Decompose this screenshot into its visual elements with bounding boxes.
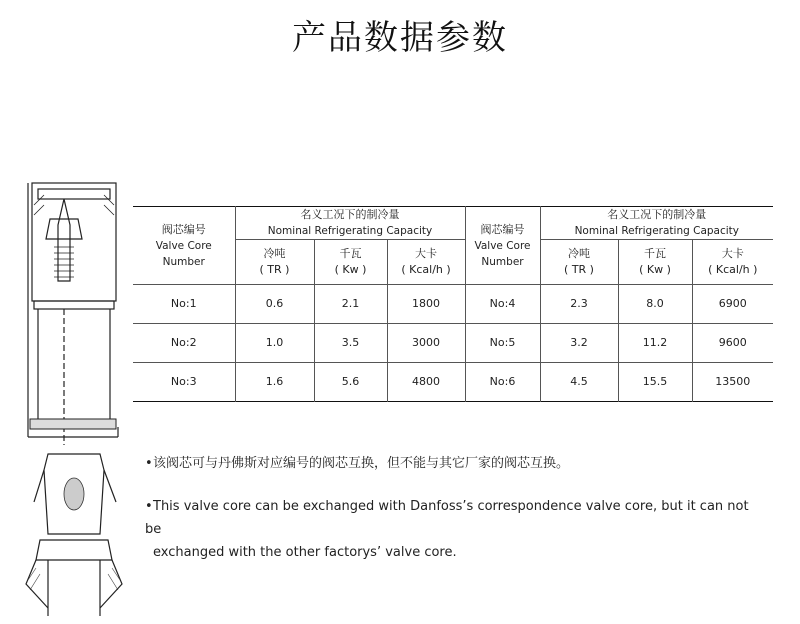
- cell-valve-core-number: No:1: [133, 285, 235, 324]
- unit-header-tr: 冷吨 ( TR ): [235, 240, 314, 285]
- cell-tr: 2.3: [540, 285, 618, 324]
- bullet-icon: •: [145, 456, 153, 471]
- cell-kcal: 9600: [692, 324, 773, 363]
- cell-kcal: 6900: [692, 285, 773, 324]
- note-english: [145, 495, 765, 564]
- note-english-line-2: exchanged with the other factorys’ valve core.: [153, 545, 457, 560]
- cell-kcal: 1800: [387, 285, 465, 324]
- cell-kw: 11.2: [618, 324, 692, 363]
- valve-core-section-drawing: [20, 165, 130, 445]
- table-row: [133, 363, 773, 402]
- header-nominal-capacity: 名义工况下的制冷量 Nominal Refrigerating Capacity: [235, 207, 465, 240]
- table-row: [133, 324, 773, 363]
- cell-valve-core-number: No:6: [465, 363, 540, 402]
- cell-tr: 0.6: [235, 285, 314, 324]
- cell-tr: 3.2: [540, 324, 618, 363]
- unit-header-kw: 千瓦 ( Kw ): [314, 240, 387, 285]
- note-chinese-text: 该阀芯可与丹佛斯对应编号的阀芯互换，但不能与其它厂家的阀芯互换。: [153, 456, 570, 471]
- unit-header-kcal: 大卡 ( Kcal/h ): [387, 240, 465, 285]
- cell-tr: 1.0: [235, 324, 314, 363]
- cell-valve-core-number: No:2: [133, 324, 235, 363]
- bullet-icon: •: [145, 499, 153, 514]
- header-valve-core-number: 阀芯编号 Valve Core Number: [465, 207, 540, 285]
- cell-kcal: 3000: [387, 324, 465, 363]
- unit-header-tr: 冷吨 ( TR ): [540, 240, 618, 285]
- note-chinese: [145, 452, 569, 475]
- table-row: [133, 285, 773, 324]
- cell-tr: 4.5: [540, 363, 618, 402]
- cell-kw: 3.5: [314, 324, 387, 363]
- unit-header-kw: 千瓦 ( Kw ): [618, 240, 692, 285]
- cell-valve-core-number: No:5: [465, 324, 540, 363]
- header-nominal-capacity: 名义工况下的制冷量 Nominal Refrigerating Capacity: [540, 207, 773, 240]
- cell-kw: 8.0: [618, 285, 692, 324]
- cell-kw: 5.6: [314, 363, 387, 402]
- cell-valve-core-number: No:3: [133, 363, 235, 402]
- valve-core-capacity-table: [133, 206, 773, 402]
- valve-core-body-drawing: [20, 448, 130, 616]
- cell-kcal: 13500: [715, 375, 751, 388]
- unit-header-kcal: 大卡 ( Kcal/h ): [692, 240, 773, 285]
- note-english-line-1: This valve core can be exchanged with Danfoss’s correspondence valve core, but it can not be: [145, 499, 749, 537]
- header-valve-core-number: 阀芯编号 Valve Core Number: [133, 207, 235, 285]
- cell-kw: 2.1: [314, 285, 387, 324]
- page-title: 产品数据参数: [292, 18, 508, 58]
- cell-tr: 1.6: [235, 363, 314, 402]
- cell-kcal: 4800: [387, 363, 465, 402]
- cell-kw: 15.5: [618, 363, 692, 402]
- cell-valve-core-number: No:4: [465, 285, 540, 324]
